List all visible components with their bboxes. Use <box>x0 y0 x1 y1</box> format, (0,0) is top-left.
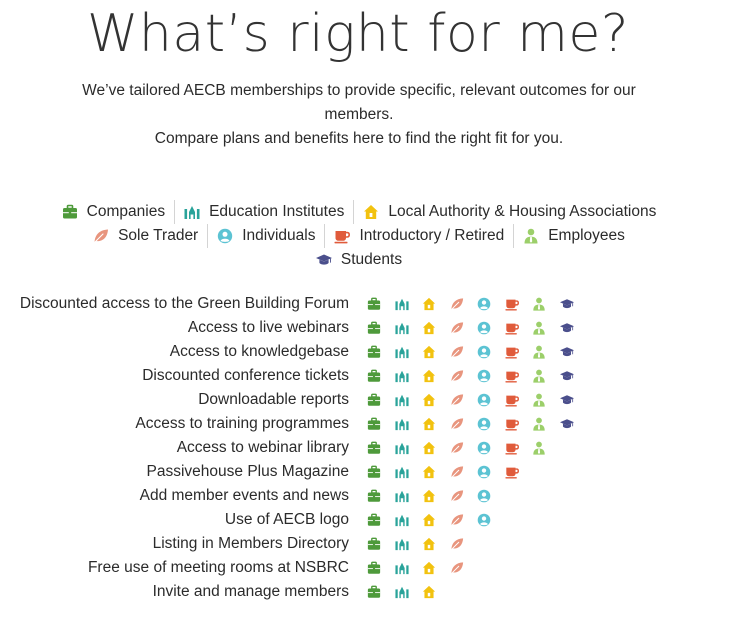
user-circle-icon <box>477 345 491 359</box>
user-tie-icon <box>532 417 546 431</box>
user-tie-icon <box>532 369 546 383</box>
intro-line-2: Compare plans and benefits here to find the right fit for you. <box>154 130 564 147</box>
leaf-icon <box>450 297 464 311</box>
legend-label: Introductory / Retired <box>359 227 505 244</box>
leaf-icon <box>450 321 464 335</box>
leaf-icon <box>450 369 464 383</box>
benefits-list <box>0 292 749 604</box>
legend-item-sole-trader <box>84 224 208 248</box>
institution-icon <box>395 393 409 407</box>
briefcase-icon <box>367 537 381 551</box>
briefcase-icon <box>367 369 381 383</box>
user-tie-icon <box>532 297 546 311</box>
briefcase-icon <box>367 297 381 311</box>
benefit-label: Access to live webinars <box>187 319 349 336</box>
user-tie-icon <box>532 441 546 455</box>
institution-icon <box>395 441 409 455</box>
leaf-icon <box>450 489 464 503</box>
benefit-row <box>0 556 749 580</box>
legend-item-education <box>175 200 354 224</box>
user-tie-icon <box>532 345 546 359</box>
benefit-row <box>0 412 749 436</box>
institution-icon <box>395 561 409 575</box>
institution-icon <box>184 204 200 220</box>
benefit-row <box>0 292 749 316</box>
mug-icon <box>334 228 350 244</box>
legend-label: Individuals <box>242 227 316 244</box>
institution-icon <box>395 417 409 431</box>
leaf-icon <box>450 345 464 359</box>
benefit-label: Free use of meeting rooms at NSBRC <box>87 559 349 576</box>
user-circle-icon <box>477 513 491 527</box>
benefit-row <box>0 580 749 604</box>
benefit-row <box>0 460 749 484</box>
benefit-row <box>0 388 749 412</box>
benefit-row <box>0 436 749 460</box>
mug-icon <box>505 417 519 431</box>
briefcase-icon <box>367 441 381 455</box>
benefit-row <box>0 364 749 388</box>
graduation-cap-icon <box>560 321 574 335</box>
leaf-icon <box>450 417 464 431</box>
mug-icon <box>505 393 519 407</box>
intro-text <box>60 79 658 151</box>
legend-item-individuals <box>208 224 325 248</box>
leaf-icon <box>93 228 109 244</box>
mug-icon <box>505 441 519 455</box>
house-icon <box>422 393 436 407</box>
benefit-label: Access to knowledgebase <box>169 343 349 360</box>
leaf-icon <box>450 537 464 551</box>
user-circle-icon <box>477 441 491 455</box>
house-icon <box>422 585 436 599</box>
benefit-row <box>0 316 749 340</box>
benefit-row <box>0 484 749 508</box>
briefcase-icon <box>367 489 381 503</box>
graduation-cap-icon <box>560 345 574 359</box>
benefit-label: Passivehouse Plus Magazine <box>146 463 349 480</box>
user-circle-icon <box>477 369 491 383</box>
house-icon <box>363 204 379 220</box>
membership-legend <box>40 200 678 272</box>
house-icon <box>422 465 436 479</box>
legend-item-employees <box>514 224 634 248</box>
user-tie-icon <box>532 321 546 335</box>
house-icon <box>422 417 436 431</box>
benefit-row <box>0 508 749 532</box>
benefit-label: Access to training programmes <box>135 415 349 432</box>
briefcase-icon <box>367 345 381 359</box>
graduation-cap-icon <box>560 393 574 407</box>
user-circle-icon <box>477 297 491 311</box>
user-circle-icon <box>477 417 491 431</box>
benefit-label: Access to webinar library <box>176 439 349 456</box>
benefit-label: Discounted access to the Green Building Forum <box>19 295 349 312</box>
legend-label: Local Authority & Housing Associations <box>388 203 657 220</box>
briefcase-icon <box>367 513 381 527</box>
institution-icon <box>395 369 409 383</box>
user-tie-icon <box>523 228 539 244</box>
house-icon <box>422 345 436 359</box>
institution-icon <box>395 537 409 551</box>
user-circle-icon <box>477 321 491 335</box>
house-icon <box>422 321 436 335</box>
benefit-label: Add member events and news <box>139 487 349 504</box>
user-circle-icon <box>217 228 233 244</box>
page-title: What’s right for me? <box>87 4 629 64</box>
user-circle-icon <box>477 465 491 479</box>
institution-icon <box>395 489 409 503</box>
legend-item-local-authority <box>354 200 665 224</box>
legend-label: Sole Trader <box>118 227 199 244</box>
briefcase-icon <box>367 393 381 407</box>
intro-line-1: We’ve tailored AECB memberships to provide specific, relevant outcomes for our members. <box>82 82 636 123</box>
user-tie-icon <box>532 393 546 407</box>
legend-item-introductory <box>325 224 514 248</box>
legend-label: Education Institutes <box>209 203 345 220</box>
house-icon <box>422 441 436 455</box>
house-icon <box>422 297 436 311</box>
briefcase-icon <box>367 465 381 479</box>
user-circle-icon <box>477 393 491 407</box>
house-icon <box>422 537 436 551</box>
institution-icon <box>395 345 409 359</box>
legend-label: Students <box>340 251 403 268</box>
house-icon <box>422 489 436 503</box>
institution-icon <box>395 465 409 479</box>
mug-icon <box>505 345 519 359</box>
legend-label: Companies <box>86 203 166 220</box>
benefit-label: Discounted conference tickets <box>142 367 349 384</box>
graduation-cap-icon <box>316 252 332 268</box>
benefit-row <box>0 532 749 556</box>
leaf-icon <box>450 393 464 407</box>
leaf-icon <box>450 441 464 455</box>
graduation-cap-icon <box>560 297 574 311</box>
graduation-cap-icon <box>560 369 574 383</box>
institution-icon <box>395 297 409 311</box>
mug-icon <box>505 321 519 335</box>
leaf-icon <box>450 513 464 527</box>
briefcase-icon <box>367 561 381 575</box>
benefit-label: Downloadable reports <box>198 391 349 408</box>
leaf-icon <box>450 465 464 479</box>
house-icon <box>422 561 436 575</box>
graduation-cap-icon <box>560 417 574 431</box>
legend-label: Employees <box>548 227 625 244</box>
mug-icon <box>505 369 519 383</box>
benefit-label: Invite and manage members <box>152 583 349 600</box>
institution-icon <box>395 513 409 527</box>
benefit-label: Use of AECB logo <box>224 511 349 528</box>
briefcase-icon <box>62 204 78 220</box>
briefcase-icon <box>367 417 381 431</box>
house-icon <box>422 369 436 383</box>
briefcase-icon <box>367 321 381 335</box>
legend-item-companies <box>53 200 175 224</box>
benefit-label: Listing in Members Directory <box>152 535 349 552</box>
mug-icon <box>505 297 519 311</box>
house-icon <box>422 513 436 527</box>
mug-icon <box>505 465 519 479</box>
benefit-row <box>0 340 749 364</box>
institution-icon <box>395 585 409 599</box>
legend-item-students <box>307 248 411 272</box>
leaf-icon <box>450 561 464 575</box>
briefcase-icon <box>367 585 381 599</box>
user-circle-icon <box>477 489 491 503</box>
institution-icon <box>395 321 409 335</box>
